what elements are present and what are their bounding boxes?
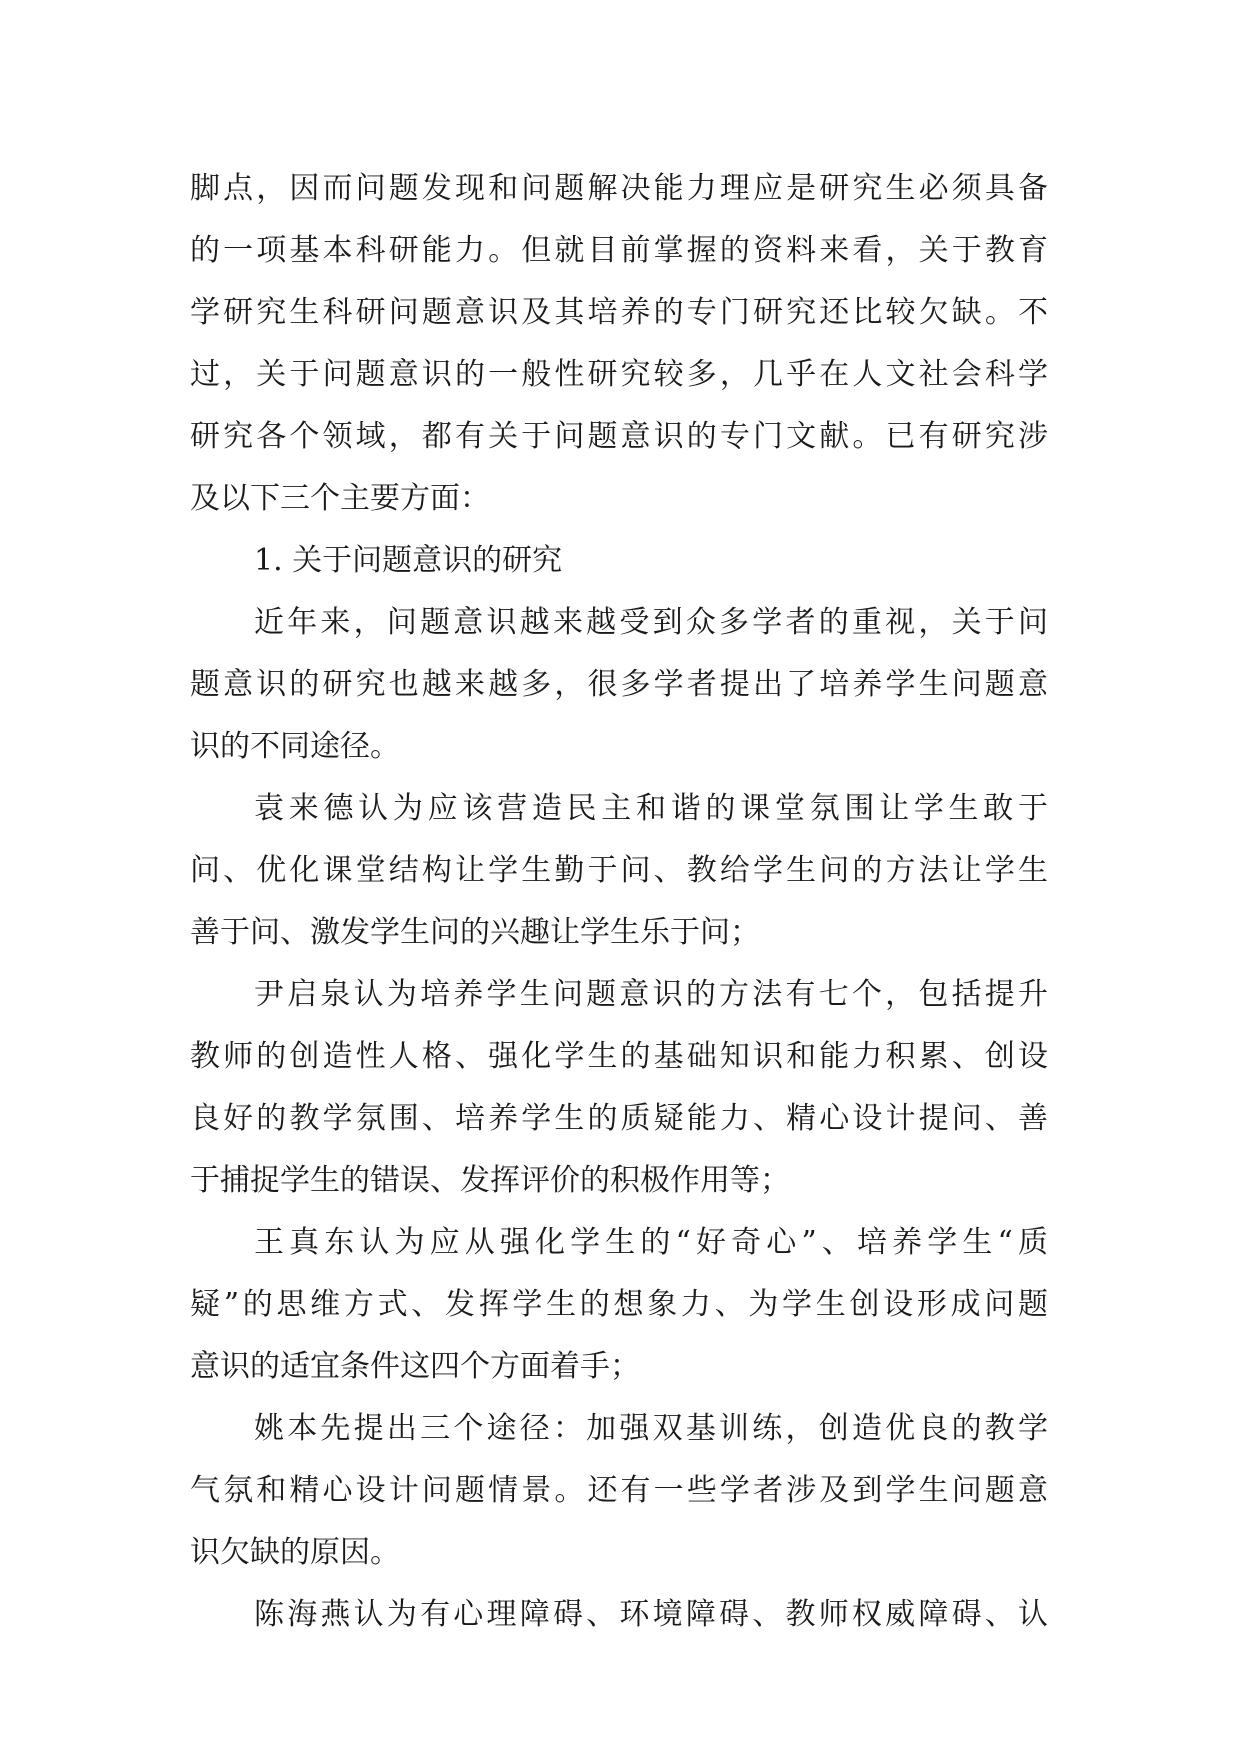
text-line: 近年来，问题意识越来越受到众多学者的重视，关于问: [254, 605, 1048, 640]
text-line: 善于问、激发学生问的兴趣让学生乐于问；: [190, 915, 760, 950]
section-heading: 1. 关于问题意识的研究: [254, 543, 563, 578]
text-line: 脚点，因而问题发现和问题解决能力理应是研究生必须具备: [190, 171, 1048, 206]
text-line: 王真东认为应从强化学生的“好奇心”、培养学生“质: [254, 1225, 1048, 1260]
text-line: 良好的教学氛围、培养学生的质疑能力、精心设计提问、善: [190, 1101, 1048, 1136]
text-line: 题意识的研究也越来越多，很多学者提出了培养学生问题意: [190, 667, 1048, 702]
text-line: 研究各个领域，都有关于问题意识的专门文献。已有研究涉: [190, 419, 1048, 454]
text-line: 袁来德认为应该营造民主和谐的课堂氛围让学生敢于: [254, 791, 1048, 826]
body-text: [190, 158, 1048, 1646]
text-line: 于捕捉学生的错误、发挥评价的积极作用等；: [190, 1163, 790, 1198]
text-line: 尹启泉认为培养学生问题意识的方法有七个，包括提升: [254, 977, 1048, 1012]
text-line: 学研究生科研问题意识及其培养的专门研究还比较欠缺。不: [190, 295, 1048, 330]
text-line: 的一项基本科研能力。但就目前掌握的资料来看，关于教育: [190, 233, 1048, 268]
text-line: 问、优化课堂结构让学生勤于问、教给学生问的方法让学生: [190, 853, 1048, 888]
text-line: 疑”的思维方式、发挥学生的想象力、为学生创设形成问题: [190, 1287, 1048, 1322]
text-line: 陈海燕认为有心理障碍、环境障碍、教师权威障碍、认: [254, 1597, 1048, 1632]
text-line: 识的不同途径。: [190, 729, 400, 764]
text-line: 气氛和精心设计问题情景。还有一些学者涉及到学生问题意: [190, 1473, 1048, 1508]
text-line: 教师的创造性人格、强化学生的基础知识和能力积累、创设: [190, 1039, 1048, 1074]
text-line: 过，关于问题意识的一般性研究较多，几乎在人文社会科学: [190, 357, 1048, 392]
text-line: 识欠缺的原因。: [190, 1535, 400, 1570]
text-line: 姚本先提出三个途径：加强双基训练，创造优良的教学: [254, 1411, 1048, 1446]
text-line: 及以下三个主要方面：: [190, 481, 490, 516]
text-line: 意识的适宜条件这四个方面着手；: [190, 1349, 640, 1384]
